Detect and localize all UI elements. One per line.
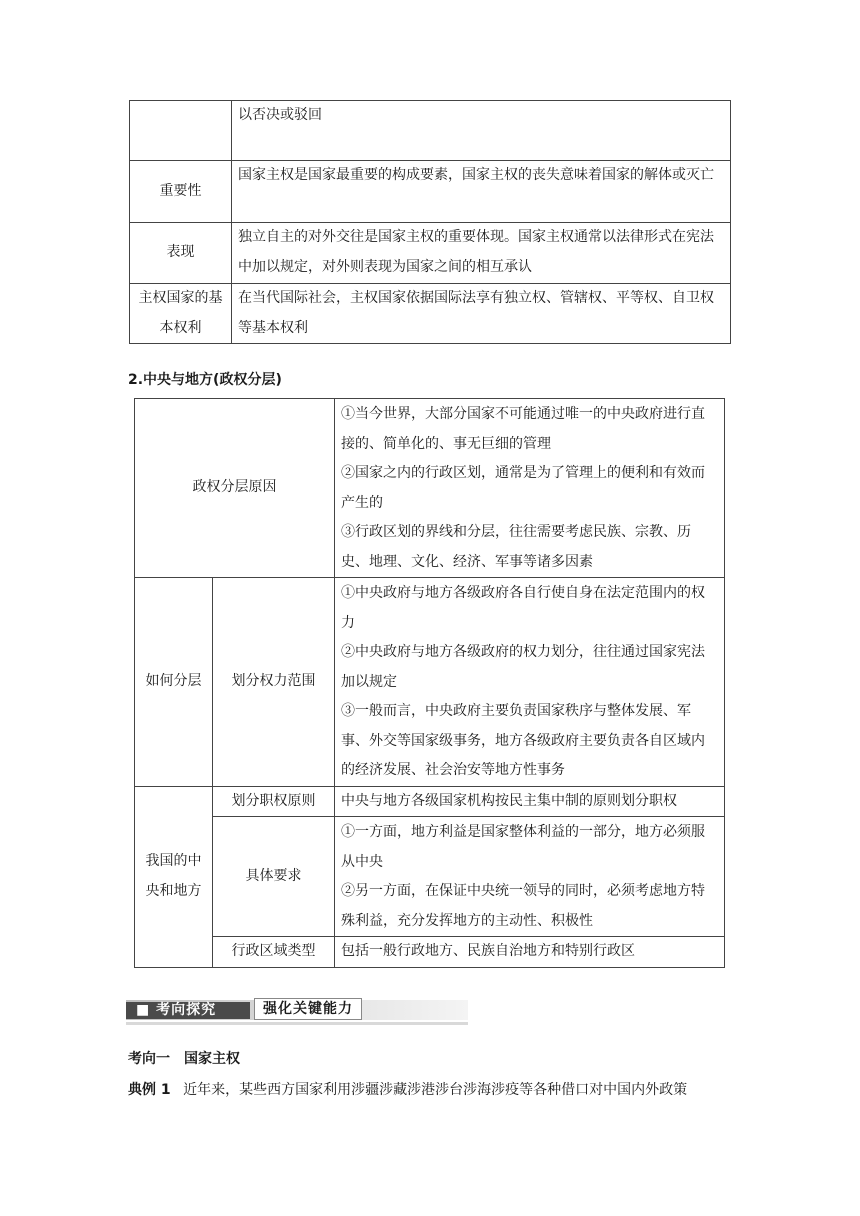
list-item: ②国家之内的行政区划，通常是为了管理上的便利和有效而产生的 [341,465,705,511]
reason-label: 政权分层原因 [135,399,335,578]
banner-left-text: ■ 考向探究 [136,1002,217,1018]
example-label: 典例 1 [128,1082,171,1098]
row-label: 主权国家的基本权利 [130,284,232,344]
table-row [130,223,731,284]
banner-right [254,1002,498,1019]
banner-underline [126,1022,468,1025]
banner-right-text: 强化关键能力 [254,998,362,1020]
how-label: 如何分层 [135,578,213,787]
list-item: ②另一方面，在保证中央统一领导的同时，必须考虑地方特殊利益，充分发挥地方的主动性、积极性 [341,883,705,929]
list-item: ①一方面，地方利益是国家整体利益的一部分，地方必须服从中央 [341,824,705,870]
row-content: 独立自主的对外交往是国家主权的重要体现。国家主权通常以法律形式在宪法中加以规定，对外则表现为国家之间的相互承认 [232,223,731,284]
central-local-table [134,398,725,968]
cn-sub-label: 行政区域类型 [213,937,335,968]
cn-label: 我国的中央和地方 [135,786,213,967]
table-row [130,161,731,223]
list-item: 中央与地方各级国家机构按民主集中制的原则划分职权 [335,786,725,817]
row-label: 表现 [130,223,232,284]
row-content: 在当代国际社会，主权国家依据国际法享有独立权、管辖权、平等权、自卫权等基本权利 [232,284,731,344]
section-heading: 2.中央与地方(政权分层) [128,372,282,388]
table-row [135,817,725,937]
cn-content [335,817,725,937]
row-content: 以否决或驳回 [232,101,731,161]
row-content: 国家主权是国家最重要的构成要素，国家主权的丧失意味着国家的解体或灭亡 [232,161,731,223]
how-sub-label: 划分权力范围 [213,578,335,787]
table-row [135,937,725,968]
section-banner [126,988,468,1028]
table-row [135,578,725,787]
cn-sub-label: 划分职权原则 [213,786,335,817]
table-row [135,786,725,817]
how-content [335,578,725,787]
table-row [130,284,731,344]
list-item: ③行政区划的界线和分层，往往需要考虑民族、宗教、历史、地理、文化、经济、军事等诸多因素 [341,524,691,570]
list-item: ①当今世界，大部分国家不可能通过唯一的中央政府进行直接的、简单化的、事无巨细的管理 [341,406,705,452]
list-item: ①中央政府与地方各级政府各自行使自身在法定范围内的权力 [341,585,705,631]
table-row [135,399,725,578]
row-label: 重要性 [130,161,232,223]
example-paragraph [128,1079,687,1099]
list-item: ③一般而言，中央政府主要负责国家秩序与整体发展、军事、外交等国家级事务，地方各级政府主要负责各自区域内的经济发展、社会治安等地方性事务 [341,703,705,778]
table-row [130,101,731,161]
reason-content [335,399,725,578]
direction-heading: 考向一 国家主权 [128,1051,240,1067]
list-item: ②中央政府与地方各级政府的权力划分，往往通过国家宪法加以规定 [341,644,705,690]
row-label [130,101,232,161]
list-item: 包括一般行政地方、民族自治地方和特别行政区 [335,937,725,968]
example-text: 近年来，某些西方国家利用涉疆涉藏涉港涉台涉海涉疫等各种借口对中国内外政策 [183,1082,688,1098]
sovereignty-table [129,100,731,344]
banner-left [126,1002,250,1019]
cn-sub-label: 具体要求 [213,817,335,937]
